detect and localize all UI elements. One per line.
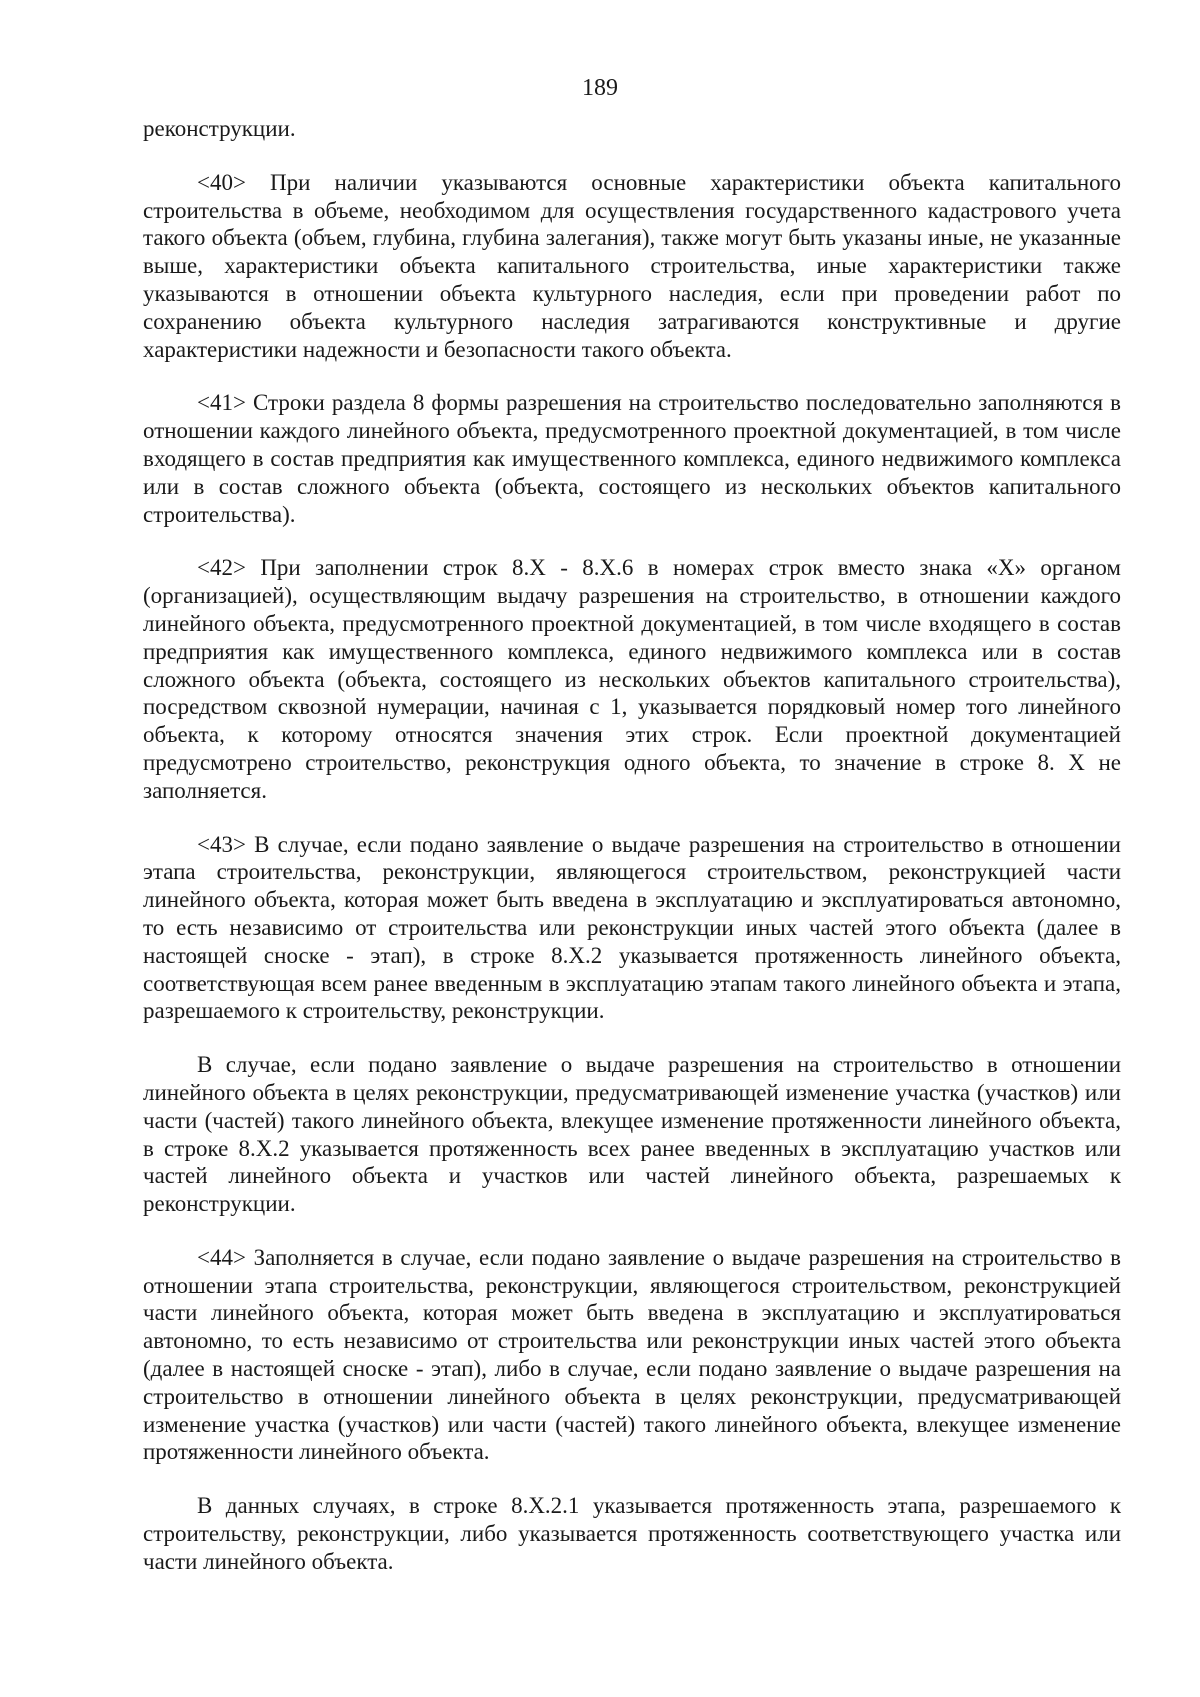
document-body — [143, 115, 1121, 1602]
footnote-42: <42> При заполнении строк 8.X - 8.X.6 в номерах строк вместо знака «X» органом (организацией), осуществляющим выдачу разрешения на строительство, в отношении каждого линейного объекта, предусмотренного проектной документацией, в том числе входящего в состав предприятия как имущественного комплекса, единого недвижимого комплекса или в состав сложного объекта (объекта, состоящего из нескольких объектов капитального строительства), посредством сквозной нумерации, начиная с 1, указывается порядковый номер того линейного объекта, к которому относятся значения этих строк. Если проектной документацией предусмотрено строительство, реконструкция одного объекта, то значение в строке 8. X не заполняется. — [143, 555, 1121, 803]
footnote-40: <40> При наличии указываются основные характеристики объекта капитального строительства в объеме, необходимом для осуществления государственного кадастрового учета такого объекта (объем, глубина, глубина залегания), также могут быть указаны иные, не указанные выше, характеристики объекта капитального строительства, иные характеристики также указываются в отношении объекта культурного наследия, если при проведении работ по сохранению объекта культурного наследия затрагиваются конструктивные и другие характеристики надежности и безопасности такого объекта. — [143, 169, 1121, 362]
footnote-41: <41> Строки раздела 8 формы разрешения на строительство последовательно заполняются в отношении каждого линейного объекта, предусмотренного проектной документацией, в том числе входящего в состав предприятия как имущественного комплекса, единого недвижимого комплекса или в состав сложного объекта (объекта, состоящего из нескольких объектов капитального строительства). — [143, 390, 1121, 527]
footnote-44-continuation: В данных случаях, в строке 8.X.2.1 указывается протяженность этапа, разрешаемого к строительству, реконструкции, либо указывается протяженность соответствующего участка или части линейного объекта. — [143, 1493, 1121, 1574]
footnote-44: <44> Заполняется в случае, если подано заявление о выдаче разрешения на строительство в отношении этапа строительства, реконструкции, являющегося строительством, реконструкцией части линейного объекта, которая может быть введена в эксплуатацию и эксплуатироваться автономно, то есть независимо от строительства или реконструкции иных частей этого объекта (далее в настоящей сноске - этап), либо в случае, если подано заявление о выдаче разрешения на строительство в отношении линейного объекта в целях реконструкции, предусматривающей изменение участка (участков) или части (частей) такого линейного объекта, влекущее изменение протяженности линейного объекта. — [143, 1244, 1121, 1465]
footnote-43-continuation: В случае, если подано заявление о выдаче разрешения на строительство в отношении линейного объекта в целях реконструкции, предусматривающей изменение участка (участков) или части (частей) такого линейного объекта, влекущее изменение протяженности линейного объекта, в строке 8.X.2 указывается протяженность всех ранее введенных в эксплуатацию участков или частей линейного объекта и участков или частей линейного объекта, разрешаемых к реконструкции. — [143, 1052, 1121, 1217]
footnote-43: <43> В случае, если подано заявление о выдаче разрешения на строительство в отношении этапа строительства, реконструкции, являющегося строительством, реконструкцией части линейного объекта, которая может быть введена в эксплуатацию и эксплуатироваться автономно, то есть независимо от строительства или реконструкции иных частей этого объекта (далее в настоящей сноске - этап), в строке 8.X.2 указывается протяженность линейного объекта, соответствующая всем ранее введенным в эксплуатацию этапам такого линейного объекта и этапа, разрешаемого к строительству, реконструкции. — [143, 831, 1121, 1024]
paragraph-continuation: реконструкции. — [143, 116, 296, 141]
page-number: 189 — [582, 75, 618, 101]
